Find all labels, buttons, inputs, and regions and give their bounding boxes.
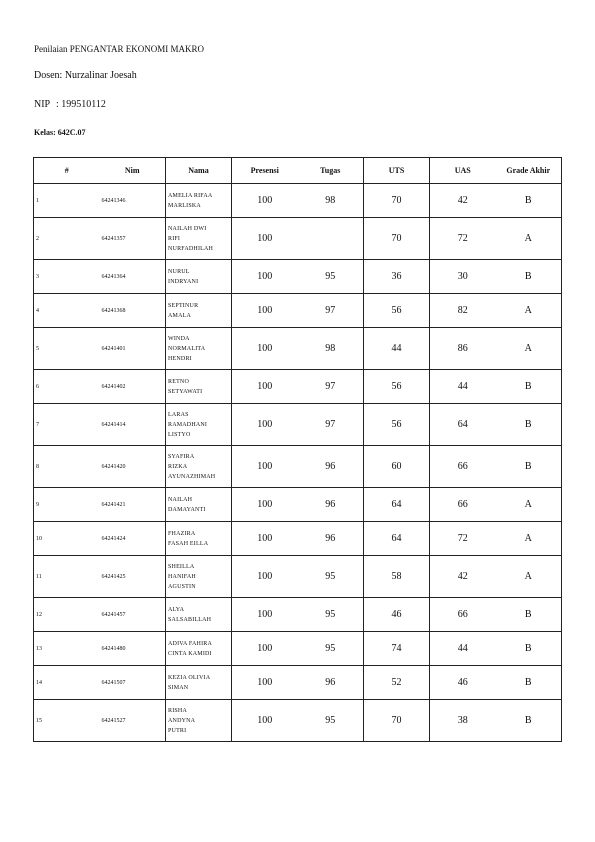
row-number: 6 [34, 370, 100, 404]
tugas-score: 98 [298, 328, 364, 370]
final-grade: A [496, 556, 562, 598]
student-name-line: RIZKA [168, 463, 188, 470]
student-nim: 64241527 [101, 717, 126, 724]
student-name-line: LARAS [168, 411, 189, 418]
student-name [166, 666, 232, 700]
student-name-line: CINTA KAMIDI [168, 650, 212, 657]
uas-score: 72 [430, 522, 496, 556]
presensi-score: 100 [232, 328, 298, 370]
final-grade: A [496, 294, 562, 328]
table-row [34, 404, 562, 446]
uts-score: 36 [364, 260, 430, 294]
row-number: 15 [36, 717, 42, 724]
student-name-line: HANIFAH [168, 573, 196, 580]
student-name-line: NAILAH DWI [168, 225, 207, 232]
student-name-line: MARLISKA [168, 202, 201, 209]
row-number: 11 [34, 556, 100, 598]
column-header-nim: Nim [100, 158, 166, 184]
presensi-score: 100 [232, 488, 298, 522]
table-row [34, 700, 562, 742]
uas-score: 46 [430, 666, 496, 700]
tugas-score: 95 [298, 598, 364, 632]
uts-score: 56 [364, 404, 430, 446]
table-row [34, 488, 562, 522]
page-title: Penilaian PENGANTAR EKONOMI MAKRO [34, 44, 205, 54]
row-number: 3 [34, 260, 100, 294]
row-number: 7 [34, 404, 100, 446]
final-grade: B [496, 260, 562, 294]
student-name [166, 404, 232, 446]
final-grade: B [496, 446, 562, 488]
student-nim: 64241425 [100, 556, 166, 598]
tugas-score: 96 [298, 446, 364, 488]
table-row [34, 260, 562, 294]
student-nim: 64241421 [100, 488, 166, 522]
student-nim: 64241402 [100, 370, 166, 404]
student-name-line: RAMADHANI [168, 421, 208, 428]
presensi-score: 100 [232, 260, 298, 294]
final-grade: B [496, 632, 562, 666]
student-name [166, 370, 232, 404]
student-name-line: RETNO [168, 378, 189, 385]
uas-score: 64 [430, 404, 496, 446]
row-number: 8 [34, 446, 100, 488]
uts-score: 64 [364, 488, 430, 522]
uas-score: 30 [430, 260, 496, 294]
student-name-line: DAMAYANTI [168, 506, 206, 513]
row-number: 9 [34, 488, 100, 522]
final-grade: A [496, 218, 562, 260]
student-name-line: SALSABILLAH [168, 616, 212, 623]
column-header-number: # [34, 158, 100, 184]
student-name-line: SEPTINUR [168, 302, 199, 309]
uts-score: 46 [364, 598, 430, 632]
uas-score: 82 [430, 294, 496, 328]
student-nim: 64241346 [100, 184, 166, 218]
student-name-line: AGUSTIN [168, 583, 196, 590]
final-grade: B [496, 184, 562, 218]
table-row [34, 598, 562, 632]
final-grade: B [524, 715, 532, 726]
student-name [166, 328, 232, 370]
row-number: 14 [34, 666, 100, 700]
student-nim: 64241368 [100, 294, 166, 328]
student-name [166, 700, 232, 742]
table-row [34, 370, 562, 404]
student-name-line: FHAZIRA [168, 530, 196, 537]
student-name-line: NURUL [168, 268, 190, 275]
table-row [34, 184, 562, 218]
presensi-score: 100 [232, 666, 298, 700]
uas-score: 66 [430, 488, 496, 522]
student-name-line: ANDYNA [168, 717, 196, 724]
uas-score: 44 [430, 632, 496, 666]
student-name-line: SHEILLA [168, 563, 195, 570]
nip-value: : 199510112 [56, 99, 106, 110]
uts-score: 70 [364, 184, 430, 218]
final-grade: B [496, 666, 562, 700]
table-row [34, 328, 562, 370]
tugas-score: 95 [298, 260, 364, 294]
student-name [166, 294, 232, 328]
student-nim: 64241357 [100, 218, 166, 260]
student-name [166, 446, 232, 488]
student-name-line: ALYA [168, 606, 185, 613]
uas-score: 66 [430, 446, 496, 488]
row-number: 2 [34, 218, 100, 260]
student-name-line: SETYAWATI [168, 388, 203, 395]
student-name-line: AMALA [168, 312, 191, 319]
student-nim: 64241457 [100, 598, 166, 632]
uts-score: 64 [364, 522, 430, 556]
presensi-score: 100 [232, 446, 298, 488]
row-number: 1 [34, 184, 100, 218]
tugas-score: 95 [298, 556, 364, 598]
student-nim: 64241507 [100, 666, 166, 700]
column-header-nama: Nama [166, 158, 232, 184]
tugas-score: 97 [298, 370, 364, 404]
student-name [166, 184, 232, 218]
uas-score: 72 [430, 218, 496, 260]
uas-score: 44 [430, 370, 496, 404]
tugas-score: 95 [298, 632, 364, 666]
uts-score: 56 [364, 294, 430, 328]
student-nim: 64241480 [100, 632, 166, 666]
uts-score: 44 [364, 328, 430, 370]
student-name [166, 598, 232, 632]
student-name-line: PUTRI [168, 727, 187, 734]
final-grade: A [496, 522, 562, 556]
tugas-score [298, 218, 364, 260]
student-nim: 64241420 [100, 446, 166, 488]
student-name-line: WINDA [168, 335, 190, 342]
lecturer-name: Dosen: Nurzalinar Joesah [34, 70, 137, 81]
presensi-score: 100 [232, 556, 298, 598]
presensi-score: 100 [232, 632, 298, 666]
presensi-score: 100 [232, 184, 298, 218]
tugas-score: 97 [298, 404, 364, 446]
student-name [166, 488, 232, 522]
uas-score: 42 [430, 184, 496, 218]
column-header-grade: Grade Akhir [496, 158, 562, 184]
presensi-score: 100 [232, 218, 298, 260]
column-header-tugas: Tugas [298, 158, 364, 184]
table-row [34, 522, 562, 556]
student-nim: 64241364 [100, 260, 166, 294]
tugas-score: 97 [298, 294, 364, 328]
tugas-score: 96 [298, 488, 364, 522]
uas-score: 66 [430, 598, 496, 632]
table-row [34, 218, 562, 260]
uts-score: 58 [364, 556, 430, 598]
table-row [34, 446, 562, 488]
final-grade: B [496, 404, 562, 446]
presensi-score: 100 [232, 370, 298, 404]
student-name [166, 218, 232, 260]
presensi-score: 100 [257, 715, 273, 726]
student-name-line: SYAFIRA [168, 453, 195, 460]
table-row [34, 666, 562, 700]
student-nim: 64241401 [100, 328, 166, 370]
tugas-score: 96 [298, 522, 364, 556]
presensi-score: 100 [232, 598, 298, 632]
final-grade: A [496, 328, 562, 370]
student-name-line: FASAH EILLA [168, 540, 209, 547]
uts-score: 56 [364, 370, 430, 404]
student-nim: 64241424 [100, 522, 166, 556]
student-name-line: HENDRI [168, 355, 192, 362]
column-header-uts: UTS [364, 158, 430, 184]
student-name-line: RISHA [168, 707, 188, 714]
final-grade: B [496, 370, 562, 404]
student-name-line: NORMALITA [168, 345, 206, 352]
grades-table [33, 157, 562, 742]
student-name [166, 556, 232, 598]
uas-score: 86 [430, 328, 496, 370]
row-number: 12 [34, 598, 100, 632]
presensi-score: 100 [232, 294, 298, 328]
student-nim: 64241414 [100, 404, 166, 446]
row-number: 5 [34, 328, 100, 370]
student-name-line: SIMAN [168, 684, 189, 691]
nip-line [34, 99, 106, 110]
student-name [166, 260, 232, 294]
student-name-line: LISTYO [168, 431, 191, 438]
student-name-line: NURFADHILAH [168, 245, 214, 252]
final-grade: A [496, 488, 562, 522]
presensi-score: 100 [232, 404, 298, 446]
tugas-score: 95 [298, 700, 364, 742]
student-name-line: KEZIA OLIVIA [168, 674, 211, 681]
row-number: 13 [34, 632, 100, 666]
table-row [34, 294, 562, 328]
class-label: Kelas: 642C.07 [34, 128, 86, 137]
final-grade: B [496, 598, 562, 632]
student-name-line: ADIVA FAHIRA [168, 640, 213, 647]
uts-score: 70 [364, 700, 430, 742]
student-name [166, 522, 232, 556]
row-number: 10 [34, 522, 100, 556]
uts-score: 70 [364, 218, 430, 260]
uts-score: 60 [364, 446, 430, 488]
uts-score: 52 [364, 666, 430, 700]
table-row [34, 632, 562, 666]
table-row [34, 556, 562, 598]
student-name-line: INDRYANI [168, 278, 199, 285]
tugas-score: 98 [298, 184, 364, 218]
student-name [166, 632, 232, 666]
student-name-line: AMELIA RIFAA [168, 192, 213, 199]
student-name-line: AYUNAZHIMAH [168, 473, 216, 480]
nip-label: NIP [34, 99, 51, 110]
uts-score: 74 [364, 632, 430, 666]
column-header-presensi: Presensi [232, 158, 298, 184]
uas-score: 42 [430, 556, 496, 598]
row-number: 4 [34, 294, 100, 328]
student-name-line: NAILAH [168, 496, 193, 503]
column-header-uas: UAS [430, 158, 496, 184]
table-header-row [34, 158, 562, 184]
student-name-line: RIFI [168, 235, 181, 242]
tugas-score: 96 [298, 666, 364, 700]
presensi-score: 100 [232, 522, 298, 556]
uas-score: 38 [457, 715, 468, 726]
